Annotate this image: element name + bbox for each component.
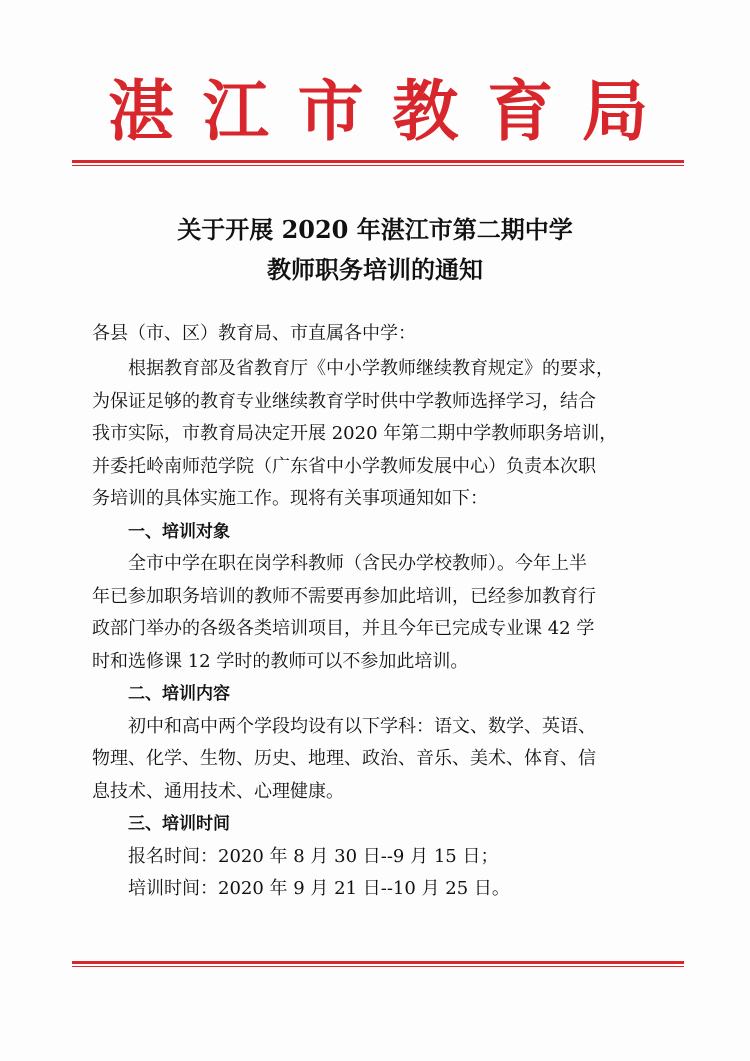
section2-line: 息技术、通用技术、心理健康。 — [92, 780, 344, 802]
title-line-1: 关于开展 2020 年湛江市第二期中学 — [177, 215, 573, 244]
letterhead-divider — [72, 160, 684, 166]
section2-line: 物理、化学、生物、历史、地理、政治、音乐、美术、体育、信 — [92, 748, 596, 769]
title-line-2: 教师职务培训的通知 — [267, 255, 483, 284]
footer-divider — [72, 961, 684, 967]
section-heading-training-content: 二、培训内容 — [128, 684, 230, 704]
training-time: 培训时间：2020 年 9 月 21 日--10 月 25 日。 — [128, 878, 510, 899]
section-heading-training-time: 三、培训时间 — [128, 814, 230, 834]
section1-line: 全市中学在职在岗学科教师（含民办学校教师）。今年上半 — [128, 553, 587, 574]
section-heading-training-target: 一、培训对象 — [128, 521, 230, 542]
agency-letterhead — [108, 70, 648, 152]
letterhead-char: 育 — [487, 72, 554, 150]
letterhead-char: 局 — [581, 72, 648, 150]
intro-line: 并委托岭南师范学院（广东省中小学教师发展中心）负责本次职 — [92, 455, 596, 477]
section1-line: 政部门举办的各级各类培训项目，并且今年已完成专业课 42 学 — [92, 618, 595, 639]
intro-line: 为保证足够的教育专业继续教育学时供中学教师选择学习，结合 — [92, 390, 596, 412]
letterhead-char: 江 — [202, 72, 269, 150]
letterhead-char: 教 — [392, 72, 459, 150]
divider-thin-line — [72, 165, 684, 166]
divider-thick-line — [72, 160, 684, 163]
document-title — [60, 210, 690, 290]
section1-line: 年已参加职务培训的教师不需要再参加此培训，已经参加教育行 — [92, 585, 596, 607]
intro-line: 我市实际，市教育局决定开展 2020 年第二期中学教师职务培训， — [92, 423, 618, 444]
letterhead-char: 市 — [297, 72, 364, 150]
divider-thin-line — [72, 966, 684, 967]
section1-line: 时和选修课 12 学时的教师可以不参加此培训。 — [92, 650, 469, 672]
salutation: 各县（市、区）教育局、市直属各中学： — [92, 323, 416, 344]
registration-time: 报名时间：2020 年 8 月 30 日--9 月 15 日； — [128, 845, 499, 867]
divider-thick-line — [72, 961, 684, 964]
intro-line: 务培训的具体实施工作。现将有关事项通知如下： — [92, 488, 488, 509]
section2-line: 初中和高中两个学段均设有以下学科：语文、数学、英语、 — [128, 715, 596, 737]
document-body — [92, 353, 672, 906]
letterhead-char: 湛 — [108, 72, 174, 150]
intro-line: 根据教育部及省教育厅《中小学教师继续教育规定》的要求， — [128, 358, 614, 379]
